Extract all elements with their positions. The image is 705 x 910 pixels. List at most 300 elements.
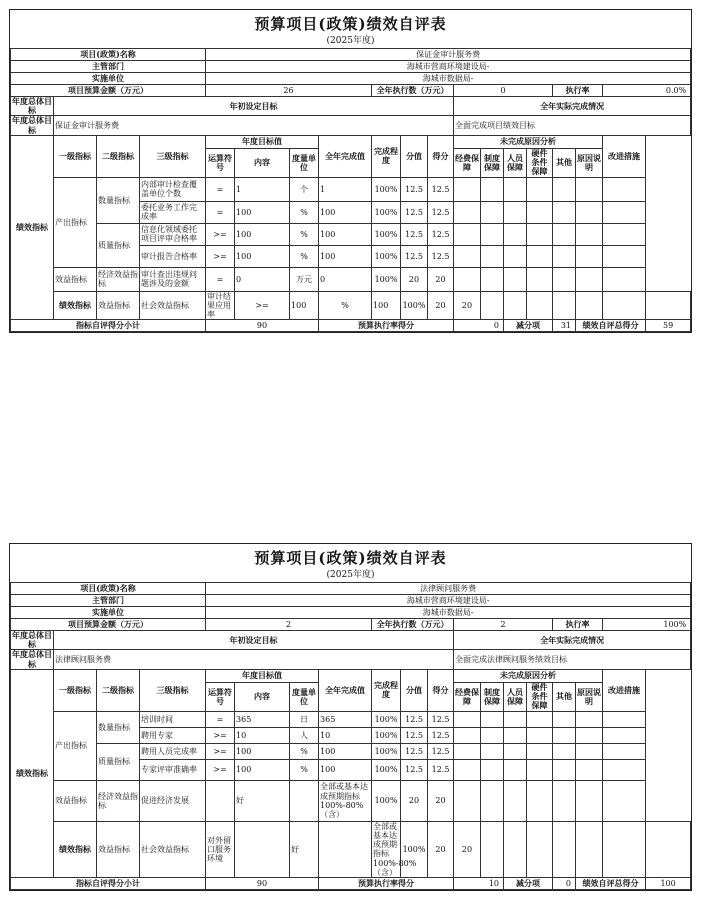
executed-value: 2 [454,619,553,631]
full-year-value-cell: 10 [319,727,372,743]
system-guarantee-header: 制度保障 [481,682,504,711]
fund-cell [454,223,481,245]
score-value-header: 分值 [401,135,428,177]
initial-goal-label: 年初设定目标 [54,631,454,650]
score-cell: 12.5 [428,759,454,780]
staff-guarantee-header: 人员保障 [504,148,527,177]
level1-benefit-2: 效益指标 [97,291,140,320]
score-cell: 20 [428,267,454,291]
execution-rate-value: 0.0% [603,85,691,97]
level3-cell: 审计结果应用率 [206,291,235,320]
score-cell: 12.5 [428,223,454,245]
implementer-value: 海城市数据局- [206,73,691,85]
level3-cell: 专家评审准确率 [140,759,206,780]
unit-cell: 万元 [290,267,319,291]
full-year-value-cell: 1 [319,177,372,201]
unit-cell: 个 [290,177,319,201]
indicator-row [11,711,691,727]
completion-cell: 100% [372,711,401,727]
deduct-label: 减分项 [504,320,553,332]
execution-rate-label: 执行率 [553,85,603,97]
unit-cell: 人 [290,727,319,743]
improvement-header: 改进措施 [603,135,646,177]
reason-cell [576,743,603,759]
content-cell: 1 [235,177,290,201]
unit-cell: % [290,223,319,245]
improve-cell [603,267,646,291]
fund-cell [454,201,481,223]
content-cell: 0 [235,267,290,291]
evaluation-table [10,582,691,890]
score-value-cell: 12.5 [401,223,428,245]
unit-cell [319,821,372,877]
score-cell: 20 [454,291,481,320]
form-header [10,544,691,582]
reason-cell [576,267,603,291]
form-year: (2025年度) [326,36,375,46]
budget-value: 2 [206,619,372,631]
other-cell [553,245,576,267]
reason-cell [576,780,603,821]
completion-cell: 100% [372,245,401,267]
fund-guarantee-header: 经费保障 [454,682,481,711]
form-title: 预算项目(政策)绩效自评表 [254,15,447,33]
system-cell [504,821,527,877]
budget-label: 项目预算金额（万元） [11,619,206,631]
actual-completion-label: 全年实际完成情况 [454,97,691,116]
other-cell [576,291,603,320]
full-year-value-cell: 365 [319,711,372,727]
fund-cell [454,780,481,821]
unit-cell: % [290,201,319,223]
improve-cell [603,223,646,245]
full-year-value-header: 全年完成值 [319,135,372,177]
reason-cell [603,821,646,877]
operator-cell: >= [206,727,235,743]
hardware-guarantee-header: 硬件条件保障 [527,682,553,711]
operator-header: 运算符号 [206,148,235,177]
hardware-cell [527,743,553,759]
reason-description-header: 原因说明 [576,682,603,711]
overall-goal-label: 年度总体目标 [12,630,52,650]
full-year-value-cell: 全部或基本达成预期指标100%-80%（含） [319,780,372,821]
staff-cell [527,291,553,320]
completion-cell: 100% [372,177,401,201]
department-label: 主管部门 [11,595,206,607]
total-value: 100 [646,877,691,889]
score-value-cell: 12.5 [401,711,428,727]
improve-cell [603,780,646,821]
improvement-header: 改进措施 [603,669,646,711]
implementer-label: 实施单位 [11,73,206,85]
actual-completion-label: 全年实际完成情况 [454,631,691,650]
system-cell [481,780,504,821]
subtotal-value: 90 [206,320,319,332]
completion-cell: 100% [372,780,401,821]
content-cell: 100 [235,743,290,759]
operator-header: 运算符号 [206,682,235,711]
perf-indicator-label: 绩效指标 [11,135,54,320]
content-cell: 10 [235,727,290,743]
score-value-cell: 20 [428,821,454,877]
content-header: 内容 [235,682,290,711]
score-cell: 12.5 [428,727,454,743]
indicator-row [11,291,691,320]
unit-cell [290,780,319,821]
executed-value: 0 [454,85,553,97]
reason-description-header: 原因说明 [576,148,603,177]
level2-cell: 经济效益指标 [97,267,140,291]
content-cell: 100 [290,291,319,320]
reason-analysis-header: 未完成原因分析 [454,669,603,682]
system-guarantee-header: 制度保障 [481,148,504,177]
department-label: 主管部门 [11,61,206,73]
other-header: 其他 [553,148,576,177]
staff-cell [527,821,553,877]
project-name-value: 保证金审计服务费 [206,49,691,61]
indicator-row [11,267,691,291]
other-cell [553,201,576,223]
fund-cell [454,727,481,743]
hardware-cell [527,223,553,245]
content-cell: 好 [290,821,319,877]
staff-cell [504,267,527,291]
other-cell [553,223,576,245]
subtotal-label: 指标自评得分小计 [11,877,206,889]
reason-cell [576,727,603,743]
indicator-row [11,821,691,877]
initial-goal-value: 法律顾问服务费 [54,650,454,669]
staff-cell [504,727,527,743]
total-value: 59 [646,320,691,332]
perf-indicator-label-2: 绩效指标 [54,821,97,877]
staff-cell [504,780,527,821]
deduct-value: 0 [553,877,576,889]
operator-cell: >= [235,291,290,320]
staff-cell [504,759,527,780]
level3-cell: 聘用专家 [140,727,206,743]
other-cell [553,759,576,780]
system-cell [481,727,504,743]
level3-header: 三级指标 [140,135,206,177]
fund-cell [481,291,504,320]
score-value-cell: 12.5 [401,727,428,743]
other-cell [553,711,576,727]
score-value-cell: 20 [401,267,428,291]
staff-cell [504,245,527,267]
score-cell: 12.5 [428,711,454,727]
department-value: 海城市营商环境建设局- [206,61,691,73]
improve-cell [603,727,646,743]
staff-cell [504,223,527,245]
score-cell: 20 [454,821,481,877]
overall-goal-label-2: 年度总体目标 [12,649,52,669]
budget-value: 26 [206,85,372,97]
other-cell [553,267,576,291]
hardware-cell [527,780,553,821]
score-header: 得分 [428,669,454,711]
fund-cell [481,821,504,877]
level1-output: 产出指标 [54,711,97,780]
improve-cell [603,711,646,727]
form-title: 预算项目(政策)绩效自评表 [254,549,447,567]
indicator-row [11,780,691,821]
level3-cell: 聘用人员完成率 [140,743,206,759]
subtotal-label: 指标自评得分小计 [11,320,206,332]
system-cell [481,177,504,201]
perf-indicator-label-2: 绩效指标 [54,291,97,320]
level2-cell: 数量指标 [97,711,140,743]
full-year-value-header: 全年完成值 [319,669,372,711]
level1-benefit-2: 效益指标 [97,821,140,877]
system-cell [481,743,504,759]
level1-header: 一级指标 [54,135,97,177]
unit-header: 度量单位 [290,682,319,711]
full-year-value-cell: 100 [319,743,372,759]
level2-social: 社会效益指标 [140,821,206,877]
unit-cell: % [290,743,319,759]
operator-cell: = [206,267,235,291]
hardware-cell [553,821,576,877]
score-value-cell: 20 [401,780,428,821]
level1-header: 一级指标 [54,669,97,711]
completion-cell: 100% [372,759,401,780]
score-cell: 20 [428,780,454,821]
score-value-cell: 12.5 [401,201,428,223]
operator-cell: >= [206,759,235,780]
form-header [10,10,691,48]
perf-indicator-label: 绩效指标 [11,669,54,877]
actual-completion-value: 全面完成项目绩效目标 [454,116,691,135]
completion-cell: 100% [372,223,401,245]
form-year: (2025年度) [326,570,375,580]
improve-cell [603,743,646,759]
level3-cell: 审计查出违规问题涉及的金额 [140,267,206,291]
score-value-cell: 12.5 [401,177,428,201]
hardware-cell [527,177,553,201]
unit-cell: 日 [290,711,319,727]
executed-label: 全年执行数（万元） [372,619,454,631]
improve-cell [646,291,691,320]
completion-header: 完成程度 [372,669,401,711]
executed-label: 全年执行数（万元） [372,85,454,97]
fund-cell [454,177,481,201]
unit-cell: % [290,759,319,780]
project-name-value: 法律顾问服务费 [206,583,691,595]
completion-cell: 100% [372,267,401,291]
full-year-value-cell: 100 [319,223,372,245]
system-cell [481,245,504,267]
full-year-value-cell: 100 [372,291,401,320]
operator-cell: >= [206,245,235,267]
completion-cell: 100% [372,727,401,743]
score-value-cell: 12.5 [401,759,428,780]
completion-cell: 100% [401,821,428,877]
full-year-value-cell: 全部或基本达成预期指标100%-80%（含） [373,821,417,877]
initial-goal-value: 保证金审计服务费 [54,116,454,135]
score-header: 得分 [428,135,454,177]
deduct-value: 31 [553,320,576,332]
fund-cell [454,711,481,727]
department-value: 海城市营商环境建设局- [206,595,691,607]
total-label: 绩效自评总得分 [576,877,646,889]
full-year-value-cell: 100 [319,759,372,780]
unit-cell: % [290,245,319,267]
indicator-row [11,177,691,201]
actual-completion-value: 全面完成法律顾问服务绩效目标 [454,650,691,669]
fund-cell [454,245,481,267]
staff-cell [504,743,527,759]
operator-cell [235,821,290,877]
evaluation-table [10,48,691,332]
fund-guarantee-header: 经费保障 [454,148,481,177]
hardware-cell [527,267,553,291]
system-cell [481,201,504,223]
staff-cell [504,177,527,201]
improve-cell [603,201,646,223]
system-cell [504,291,527,320]
staff-cell [504,711,527,727]
unit-header: 度量单位 [290,148,319,177]
fund-cell [454,743,481,759]
initial-goal-label: 年初设定目标 [54,97,454,116]
content-cell: 好 [235,780,290,821]
annual-target-header: 年度目标值 [206,669,319,682]
budget-score-label: 预算执行率得分 [319,320,454,332]
budget-label: 项目预算金额（万元） [11,85,206,97]
deduct-label: 减分项 [504,877,553,889]
fund-cell [454,759,481,780]
level2-social: 社会效益指标 [140,291,206,320]
operator-cell: = [206,177,235,201]
staff-guarantee-header: 人员保障 [504,682,527,711]
budget-score-value: 10 [454,877,504,889]
level1-benefit: 效益指标 [54,780,97,821]
system-cell [481,223,504,245]
score-cell: 12.5 [428,743,454,759]
other-header: 其他 [553,682,576,711]
score-cell: 12.5 [428,201,454,223]
completion-cell: 100% [401,291,428,320]
subtotal-value: 90 [206,877,319,889]
staff-cell [504,201,527,223]
project-name-label: 项目(政策)名称 [11,583,206,595]
level3-cell: 对外留口服务环境 [206,821,235,877]
reason-cell [576,245,603,267]
level3-cell: 促进经济发展 [140,780,206,821]
reason-cell [576,201,603,223]
reason-cell [576,177,603,201]
hardware-cell [527,711,553,727]
improve-cell [603,759,646,780]
improve-cell [646,821,691,877]
score-value-cell: 12.5 [401,743,428,759]
level3-cell: 委托业务工作完成率 [140,201,206,223]
completion-cell: 100% [372,201,401,223]
full-year-value-cell: 0 [319,267,372,291]
improve-cell [603,177,646,201]
overall-goal-label-2: 年度总体目标 [12,115,52,135]
unit-cell: % [319,291,372,320]
content-cell: 100 [235,245,290,267]
reason-cell [576,711,603,727]
content-cell: 100 [235,201,290,223]
level3-header: 三级指标 [140,669,206,711]
reason-cell [576,223,603,245]
budget-score-label: 预算执行率得分 [319,877,454,889]
score-cell: 12.5 [428,245,454,267]
annual-target-header: 年度目标值 [206,135,319,148]
fund-cell [454,267,481,291]
full-year-value-cell: 100 [319,245,372,267]
implementer-label: 实施单位 [11,607,206,619]
hardware-cell [527,201,553,223]
system-cell [481,267,504,291]
level2-cell: 经济效益指标 [97,780,140,821]
system-cell [481,759,504,780]
score-cell: 12.5 [428,177,454,201]
execution-rate-value: 100% [603,619,691,631]
operator-cell: >= [206,223,235,245]
other-cell [553,743,576,759]
level2-cell: 质量指标 [97,223,140,267]
level1-output: 产出指标 [54,177,97,267]
reason-cell [603,291,646,320]
content-header: 内容 [235,148,290,177]
level3-cell: 培训时间 [140,711,206,727]
level1-benefit: 效益指标 [54,267,97,291]
indicator-row [11,743,691,759]
level2-cell: 质量指标 [97,743,140,780]
completion-header: 完成程度 [372,135,401,177]
hardware-guarantee-header: 硬件条件保障 [527,148,553,177]
reason-analysis-header: 未完成原因分析 [454,135,603,148]
level3-cell: 信息化领域委托项目评审合格率 [140,223,206,245]
content-cell: 100 [235,223,290,245]
total-label: 绩效自评总得分 [576,320,646,332]
self-evaluation-form-1 [9,9,692,333]
other-cell [553,177,576,201]
hardware-cell [527,245,553,267]
other-cell [553,727,576,743]
system-cell [481,711,504,727]
level3-cell: 审计报告合格率 [140,245,206,267]
hardware-cell [527,759,553,780]
other-cell [553,780,576,821]
content-cell: 100 [235,759,290,780]
operator-cell [206,780,235,821]
level2-header: 二级指标 [97,669,140,711]
operator-cell: >= [206,743,235,759]
score-value-cell: 20 [428,291,454,320]
reason-cell [576,759,603,780]
overall-goal-label: 年度总体目标 [12,96,52,116]
improve-cell [603,245,646,267]
level3-cell: 内部审计检查覆盖单位个数 [140,177,206,201]
indicator-row [11,223,691,245]
implementer-value: 海城市数据局- [206,607,691,619]
other-cell [576,821,603,877]
completion-cell: 100% [372,743,401,759]
project-name-label: 项目(政策)名称 [11,49,206,61]
hardware-cell [553,291,576,320]
execution-rate-label: 执行率 [553,619,603,631]
self-evaluation-form-2 [9,543,692,891]
level2-header: 二级指标 [97,135,140,177]
score-value-header: 分值 [401,669,428,711]
content-cell: 365 [235,711,290,727]
level2-cell: 数量指标 [97,177,140,223]
